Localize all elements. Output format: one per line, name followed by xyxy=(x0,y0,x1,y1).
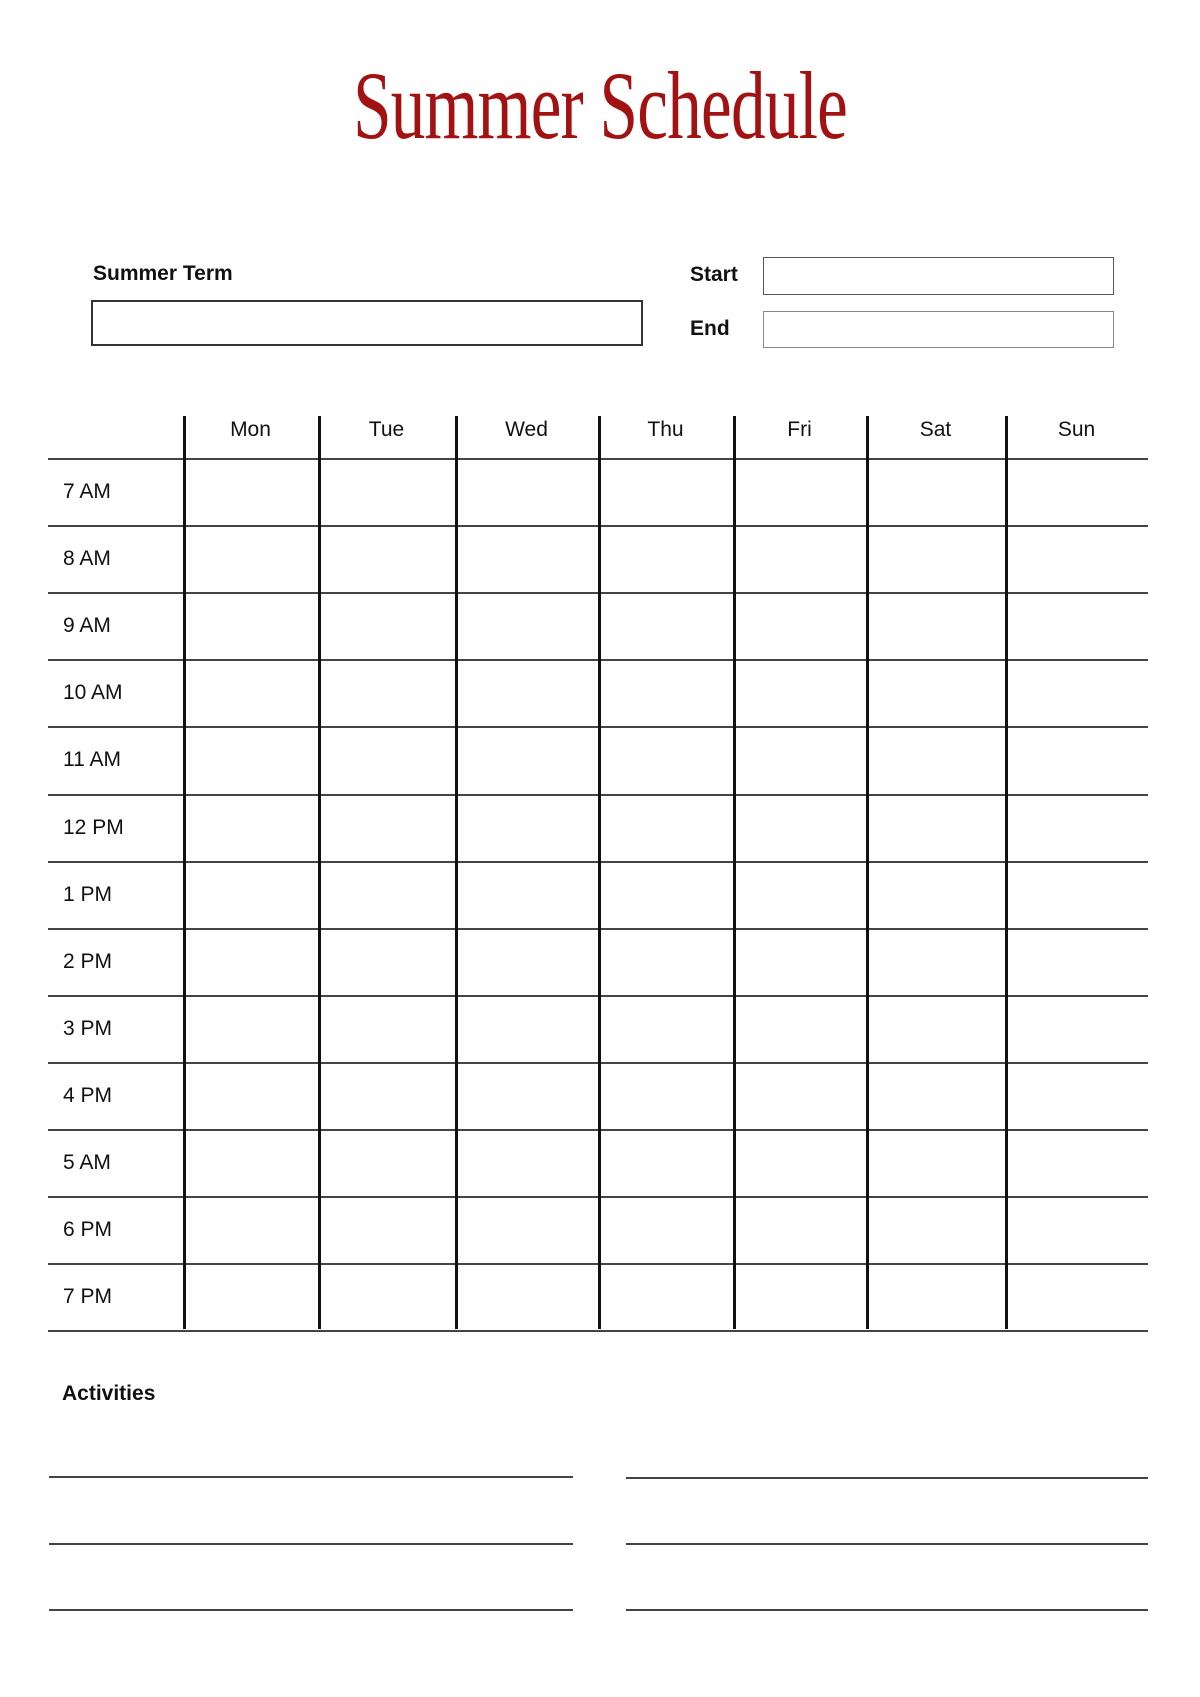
schedule-cell[interactable] xyxy=(458,1132,597,1195)
schedule-cell[interactable] xyxy=(736,1199,865,1262)
schedule-cell[interactable] xyxy=(321,461,454,524)
schedule-cell[interactable] xyxy=(321,595,454,658)
schedule-cell[interactable] xyxy=(1008,998,1147,1061)
schedule-cell[interactable] xyxy=(869,998,1004,1061)
summer-term-label: Summer Term xyxy=(93,262,233,285)
schedule-cell[interactable] xyxy=(186,729,317,792)
row-divider xyxy=(48,1330,1148,1332)
schedule-cell[interactable] xyxy=(601,931,732,994)
schedule-cell[interactable] xyxy=(869,662,1004,725)
schedule-cell[interactable] xyxy=(869,461,1004,524)
schedule-cell[interactable] xyxy=(1008,864,1147,927)
schedule-cell[interactable] xyxy=(736,595,865,658)
schedule-cell[interactable] xyxy=(186,662,317,725)
schedule-cell[interactable] xyxy=(736,797,865,860)
activity-line[interactable] xyxy=(626,1477,1148,1479)
schedule-cell[interactable] xyxy=(186,1266,317,1329)
schedule-cell[interactable] xyxy=(869,1065,1004,1128)
schedule-cell[interactable] xyxy=(736,931,865,994)
schedule-cell[interactable] xyxy=(458,595,597,658)
schedule-cell[interactable] xyxy=(736,1132,865,1195)
time-label: 6 PM xyxy=(63,1218,113,1242)
day-header-tue: Tue xyxy=(368,418,405,441)
time-label: 7 AM xyxy=(63,480,111,503)
day-header-thu: Thu xyxy=(647,418,684,441)
schedule-cell[interactable] xyxy=(186,1132,317,1195)
schedule-cell[interactable] xyxy=(186,595,317,658)
schedule-cell[interactable] xyxy=(1008,595,1147,658)
schedule-cell[interactable] xyxy=(736,998,865,1061)
schedule-cell[interactable] xyxy=(1008,1065,1147,1128)
schedule-cell[interactable] xyxy=(601,1132,732,1195)
schedule-cell[interactable] xyxy=(321,1132,454,1195)
schedule-cell[interactable] xyxy=(186,528,317,591)
day-header-mon: Mon xyxy=(230,418,271,441)
start-date-field[interactable] xyxy=(763,257,1114,295)
schedule-cell[interactable] xyxy=(601,662,732,725)
schedule-cell[interactable] xyxy=(1008,797,1147,860)
time-label: 9 AM xyxy=(63,614,111,638)
schedule-cell[interactable] xyxy=(601,729,732,792)
schedule-cell[interactable] xyxy=(601,1199,732,1262)
schedule-cell[interactable] xyxy=(736,528,865,591)
schedule-cell[interactable] xyxy=(1008,729,1147,792)
schedule-cell[interactable] xyxy=(458,864,597,927)
time-label: 4 PM xyxy=(63,1083,113,1107)
activity-line[interactable] xyxy=(49,1609,573,1611)
schedule-cell[interactable] xyxy=(869,528,1004,591)
schedule-cell[interactable] xyxy=(186,998,317,1061)
schedule-cell[interactable] xyxy=(869,1199,1004,1262)
schedule-cell[interactable] xyxy=(869,595,1004,658)
activity-line[interactable] xyxy=(49,1543,573,1545)
time-label: 12 PM xyxy=(63,815,124,839)
time-label: 8 AM xyxy=(63,547,111,571)
time-label: 3 PM xyxy=(63,1016,113,1040)
schedule-cell[interactable] xyxy=(736,461,865,524)
schedule-cell[interactable] xyxy=(1008,662,1147,725)
schedule-cell[interactable] xyxy=(186,1065,317,1128)
schedule-cell[interactable] xyxy=(186,461,317,524)
schedule-cell[interactable] xyxy=(1008,1132,1147,1195)
day-header-fri: Fri xyxy=(787,418,812,441)
schedule-cell[interactable] xyxy=(1008,1199,1147,1262)
schedule-cell[interactable] xyxy=(869,1132,1004,1195)
schedule-cell[interactable] xyxy=(458,797,597,860)
activities-label: Activities xyxy=(62,1382,156,1405)
start-label: Start xyxy=(690,263,738,286)
schedule-cell[interactable] xyxy=(736,729,865,792)
schedule-cell[interactable] xyxy=(186,864,317,927)
time-label: 10 AM xyxy=(63,681,123,705)
schedule-cell[interactable] xyxy=(321,1199,454,1262)
schedule-cell[interactable] xyxy=(601,1266,732,1329)
schedule-cell[interactable] xyxy=(186,1199,317,1262)
schedule-cell[interactable] xyxy=(321,1065,454,1128)
schedule-cell[interactable] xyxy=(601,797,732,860)
day-header-sun: Sun xyxy=(1057,418,1096,441)
schedule-cell[interactable] xyxy=(1008,1266,1147,1329)
schedule-cell[interactable] xyxy=(601,998,732,1061)
schedule-cell[interactable] xyxy=(601,461,732,524)
schedule-cell[interactable] xyxy=(1008,931,1147,994)
schedule-cell[interactable] xyxy=(321,528,454,591)
schedule-cell[interactable] xyxy=(736,662,865,725)
schedule-cell[interactable] xyxy=(869,864,1004,927)
schedule-cell[interactable] xyxy=(458,1199,597,1262)
schedule-cell[interactable] xyxy=(869,931,1004,994)
schedule-cell[interactable] xyxy=(321,1266,454,1329)
activity-line[interactable] xyxy=(626,1609,1148,1611)
schedule-cell[interactable] xyxy=(869,729,1004,792)
schedule-cell[interactable] xyxy=(869,797,1004,860)
time-label: 7 PM xyxy=(63,1285,113,1309)
time-label: 5 AM xyxy=(63,1151,111,1174)
day-header-wed: Wed xyxy=(505,418,548,441)
schedule-cell[interactable] xyxy=(458,528,597,591)
schedule-cell[interactable] xyxy=(186,797,317,860)
schedule-cell[interactable] xyxy=(869,1266,1004,1329)
schedule-cell[interactable] xyxy=(458,1266,597,1329)
schedule-cell[interactable] xyxy=(186,931,317,994)
schedule-cell[interactable] xyxy=(736,1266,865,1329)
schedule-cell[interactable] xyxy=(1008,461,1147,524)
end-date-field[interactable] xyxy=(763,311,1114,348)
time-label: 2 PM xyxy=(63,949,113,973)
time-label: 1 PM xyxy=(63,882,113,906)
schedule-cell[interactable] xyxy=(601,1065,732,1128)
schedule-cell[interactable] xyxy=(321,864,454,927)
time-label: 11 AM xyxy=(63,748,121,772)
title-text: Summer Schedule xyxy=(352,52,848,159)
schedule-cell[interactable] xyxy=(601,595,732,658)
schedule-cell[interactable] xyxy=(601,528,732,591)
day-header-sat: Sat xyxy=(919,418,952,441)
schedule-cell[interactable] xyxy=(458,998,597,1061)
schedule-cell[interactable] xyxy=(321,797,454,860)
schedule-cell[interactable] xyxy=(321,662,454,725)
schedule-cell[interactable] xyxy=(1008,528,1147,591)
schedule-cell[interactable] xyxy=(601,864,732,927)
schedule-cell[interactable] xyxy=(321,729,454,792)
schedule-cell[interactable] xyxy=(321,931,454,994)
schedule-cell[interactable] xyxy=(458,662,597,725)
schedule-cell[interactable] xyxy=(736,1065,865,1128)
end-label: End xyxy=(690,317,730,340)
schedule-cell[interactable] xyxy=(321,998,454,1061)
schedule-cell[interactable] xyxy=(458,729,597,792)
schedule-cell[interactable] xyxy=(736,864,865,927)
schedule-cell[interactable] xyxy=(458,1065,597,1128)
schedule-cell[interactable] xyxy=(458,461,597,524)
summer-term-field[interactable] xyxy=(91,300,643,346)
activity-line[interactable] xyxy=(49,1476,573,1478)
page-title xyxy=(0,52,1200,159)
activity-line[interactable] xyxy=(626,1543,1148,1545)
schedule-cell[interactable] xyxy=(458,931,597,994)
